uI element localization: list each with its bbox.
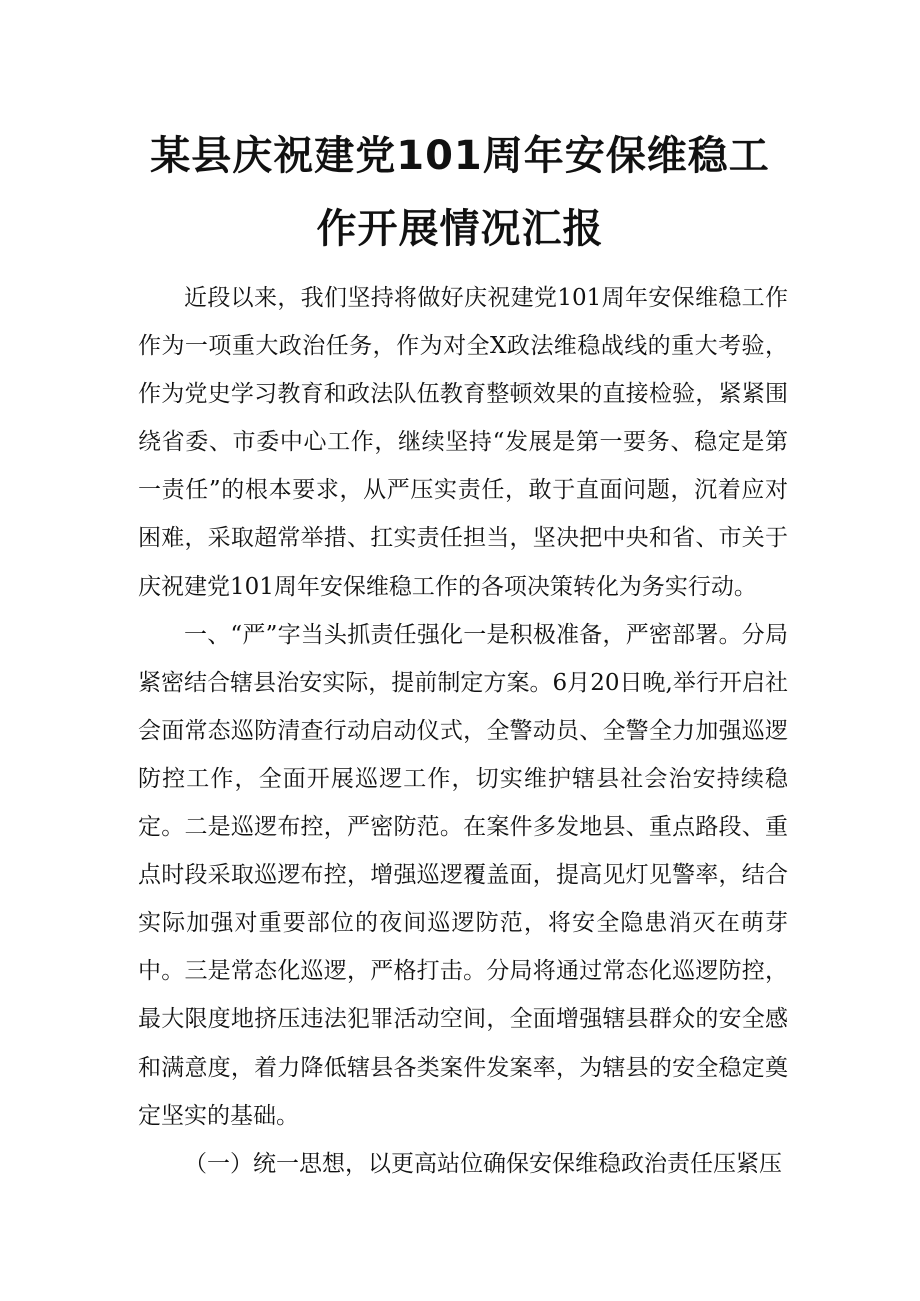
section-one-paragraph: 一、“严”字当头抓责任强化一是积极准备，严密部署。分局紧密结合辖县治安实际，提前制定方案。6月20日晚,举行开启社会面常态巡防清查行动启动仪式，全警动员、全警全力加强巡逻防控工作，全面开展巡逻工作，切实维护辖县社会治安持续稳定。二是巡逻布控，严密防范。在案件多发地县、重点路段、重点时段采取巡逻布控，增强巡逻覆盖面，提高见灯见警率，结合实际加强对重要部位的夜间巡逻防范，将安全隐患消灭在萌芽中。三是常态化巡逻，严格打击。分局将通过常态化巡逻防控，最大限度地挤压违法犯罪活动空间，全面增强辖县群众的安全感和满意度，着力降低辖县各类案件发案率，为辖县的安全稳定奠定坚实的基础。 bbox=[138, 621, 788, 1129]
subsection-one-paragraph: （一）统一思想，以更高站位确保安保维稳政治责任压紧压 bbox=[184, 1150, 782, 1177]
document-title-line-1: 某县庆祝建党101周年安保维稳工 bbox=[150, 133, 770, 179]
document-body bbox=[138, 274, 788, 1188]
document-title-line-2: 作开展情况汇报 bbox=[316, 206, 604, 252]
intro-paragraph: 近段以来，我们坚持将做好庆祝建党101周年安保维稳工作作为一项重大政治任务，作为对全X政法维稳战线的重大考验，作为党史学习教育和政法队伍教育整顿效果的直接检验，紧紧围绕省委、市委中心工作，继续坚持“发展是第一要务、稳定是第一责任”的根本要求，从严压实责任，敢于直面问题，沉着应对困难，采取超常举措、扛实责任担当，坚决把中央和省、市关于庆祝建党101周年安保维稳工作的各项决策转化为务实行动。 bbox=[138, 285, 788, 600]
